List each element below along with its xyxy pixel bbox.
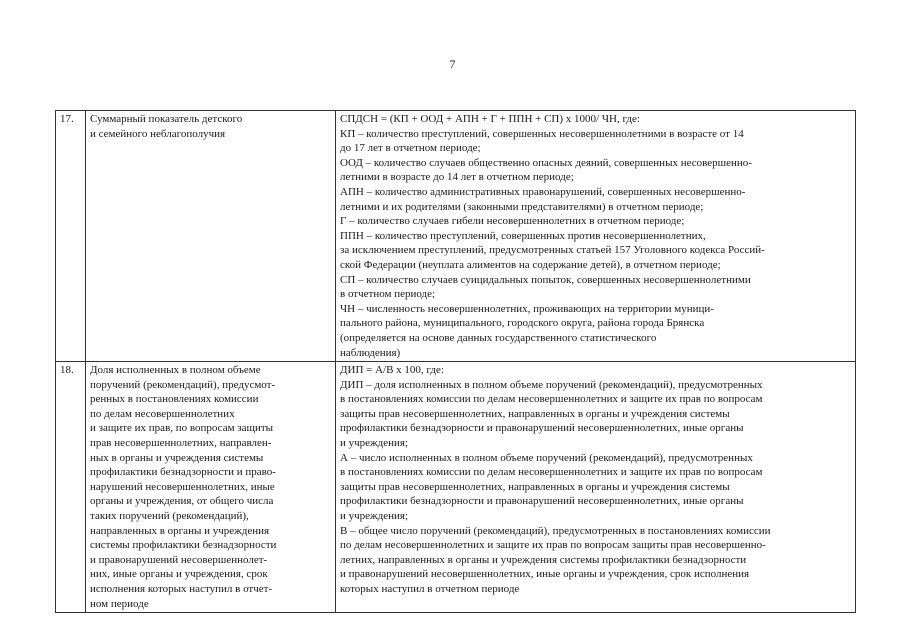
formula-line: СП – количество случаев суицидальных попыток, совершенных несовершеннолетними [340, 273, 751, 286]
formula-line: ской Федерации (неуплата алиментов на содержание детей), в отчетном периоде; [340, 258, 721, 271]
page-number: 7 [449, 57, 456, 71]
row-number: 18. [56, 362, 86, 613]
formula-line: ООД – количество случаев общественно опасных деяний, совершенных несовершенно- [340, 156, 752, 169]
formula-line: СПДСН = (КП + ООД + АПН + Г + ППН + СП) х 1000/ ЧН, где: [340, 113, 640, 125]
indicator-name-line: поручений (рекомендаций), предусмот- [90, 378, 276, 391]
formula-line: по делам несовершеннолетних и защите их прав по вопросам защиты прав несовершенно- [340, 539, 766, 552]
indicator-name-line: ных в органы и учреждения системы [90, 451, 264, 464]
formula-line: ЧН – численность несовершеннолетних, проживающих на территории муници- [340, 302, 714, 315]
indicator-name-line: органы и учреждения, от общего числа [90, 495, 274, 508]
formula-line: за исключением преступлений, предусмотренных статьей 157 Уголовного кодекса Россий- [340, 244, 765, 257]
formula-line: (определяется на основе данных государственного статистического [340, 331, 657, 344]
formula-line: защиты прав несовершеннолетних, направленных в органы и учреждения системы [340, 480, 730, 493]
formula-line: в постановлениях комиссии по делам несовершеннолетних и защите их прав по вопросам [340, 466, 763, 479]
formula-line: ДИП – доля исполненных в полном объеме поручений (рекомендаций), предусмотренных [340, 378, 763, 391]
indicators-table [55, 110, 856, 613]
formula-line: КП – количество преступлений, совершенных несовершеннолетними в возрасте от 14 [340, 127, 744, 140]
formula-line: и учреждения; [340, 510, 409, 523]
formula-line: в постановлениях комиссии по делам несовершеннолетних и защите их прав по вопросам [340, 393, 763, 406]
formula-line: летними в возрасте до 14 лет в отчетном периоде; [340, 171, 574, 184]
formula-line: наблюдения) [340, 346, 401, 359]
indicator-name-line: нарушений несовершеннолетних, иные [90, 480, 275, 493]
row-number: 17. [56, 111, 86, 362]
indicator-formula [336, 111, 856, 362]
formula-line: которых наступил в отчетном периоде [340, 583, 520, 595]
indicator-name-line: таких поручений (рекомендаций), [90, 510, 249, 523]
indicator-name-line: системы профилактики безнадзорности [90, 539, 277, 552]
indicator-name-line: и правонарушений несовершеннолет- [90, 553, 268, 566]
indicator-name-line: и семейного неблагополучия [90, 127, 226, 140]
formula-line: пального района, муниципального, городского округа, района города Брянска [340, 317, 705, 330]
indicator-name [86, 111, 336, 362]
indicator-name-line: исполнения которых наступил в отчет- [90, 583, 273, 595]
formula-line: до 17 лет в отчетном периоде; [340, 142, 481, 155]
indicator-formula [336, 362, 856, 613]
table-row [56, 111, 856, 362]
formula-line: ППН – количество преступлений, совершенных против несовершеннолетних, [340, 229, 706, 242]
formula-line: Г – количество случаев гибели несовершеннолетних в отчетном периоде; [340, 215, 685, 228]
formula-line: профилактики безнадзорности и правонарушений несовершеннолетних, иные органы [340, 495, 744, 508]
indicator-name [86, 362, 336, 613]
formula-line: АПН – количество административных правонарушений, совершенных несовершенно- [340, 185, 746, 198]
indicator-name-line: них, иные органы и учреждения, срок [90, 568, 268, 581]
indicators-table-body [56, 111, 856, 613]
formula-line: профилактики безнадзорности и правонарушений несовершеннолетних, иные органы [340, 422, 744, 435]
formula-line: А – число исполненных в полном объеме поручений (рекомендаций), предусмотренных [340, 451, 753, 464]
formula-line: ДИП = А/В х 100, где: [340, 364, 444, 377]
formula-line: и правонарушений несовершеннолетних, иные органы и учреждения, срок исполнения [340, 568, 750, 581]
indicator-name-line: Суммарный показатель детского [90, 113, 243, 125]
formula-line: летними и их родителями (законными представителями) в отчетном периоде; [340, 200, 704, 213]
indicator-name-line: профилактики безнадзорности и право- [90, 466, 276, 479]
indicator-name-line: и защите их прав, по вопросам защиты [90, 422, 274, 435]
indicator-name-line: прав несовершеннолетних, направлен- [90, 437, 272, 450]
formula-line: В – общее число поручений (рекомендаций), предусмотренных в постановлениях комиссии [340, 524, 771, 537]
indicator-name-line: ном периоде [90, 597, 149, 610]
formula-line: летних, направленных в органы и учреждения системы профилактики безнадзорности [340, 553, 747, 566]
indicator-name-line: Доля исполненных в полном объеме [90, 364, 261, 377]
indicator-name-line: направленных в органы и учреждения [90, 524, 270, 537]
formula-line: и учреждения; [340, 437, 409, 450]
formula-line: в отчетном периоде; [340, 288, 436, 301]
formula-line: защиты прав несовершеннолетних, направленных в органы и учреждения системы [340, 407, 730, 420]
table-row [56, 362, 856, 613]
indicator-name-line: по делам несовершеннолетних [90, 407, 235, 420]
indicator-name-line: ренных в постановлениях комиссии [90, 393, 259, 406]
